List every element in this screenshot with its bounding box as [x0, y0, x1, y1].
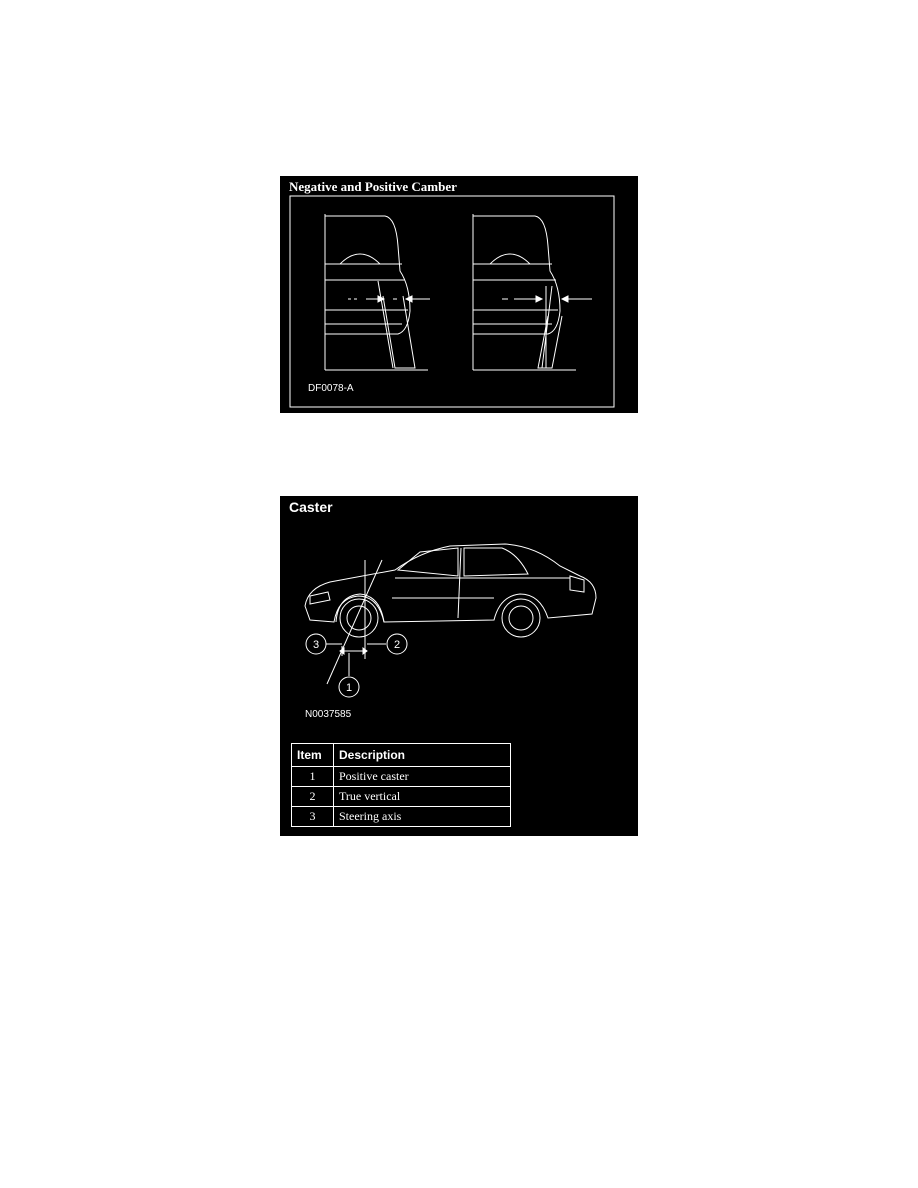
legend-item-number: 3	[292, 807, 334, 827]
svg-text:2: 2	[393, 639, 401, 651]
callout-1	[339, 677, 359, 697]
legend-header-description: Description	[334, 744, 511, 767]
legend-item-number: 2	[292, 787, 334, 807]
legend-item-description: Positive caster	[334, 767, 511, 787]
steering-axis-line	[327, 560, 382, 684]
table-row	[292, 807, 511, 827]
legend-item-number: 1	[292, 767, 334, 787]
negative-camber-car	[325, 214, 430, 370]
sedan-side-view	[305, 544, 596, 637]
positive-camber-car	[473, 214, 592, 370]
callout-3	[306, 634, 326, 654]
camber-illustration	[280, 176, 638, 413]
legend-header-row	[292, 744, 511, 767]
table-row	[292, 787, 511, 807]
camber-frame	[290, 196, 614, 407]
camber-figure	[280, 176, 638, 413]
table-row	[292, 767, 511, 787]
caster-figure-code: N0037585	[305, 709, 352, 720]
legend-item-description: True vertical	[334, 787, 511, 807]
caster-figure-title: Caster	[289, 499, 333, 515]
legend-header-item: Item	[292, 744, 334, 767]
caster-legend-table	[291, 743, 511, 827]
caster-figure	[280, 496, 638, 836]
camber-figure-code: DF0078-A	[308, 383, 354, 394]
camber-figure-title: Negative and Positive Camber	[289, 179, 457, 194]
legend-item-description: Steering axis	[334, 807, 511, 827]
svg-text:1: 1	[345, 682, 353, 694]
callout-2	[387, 634, 407, 654]
svg-text:3: 3	[312, 639, 320, 651]
